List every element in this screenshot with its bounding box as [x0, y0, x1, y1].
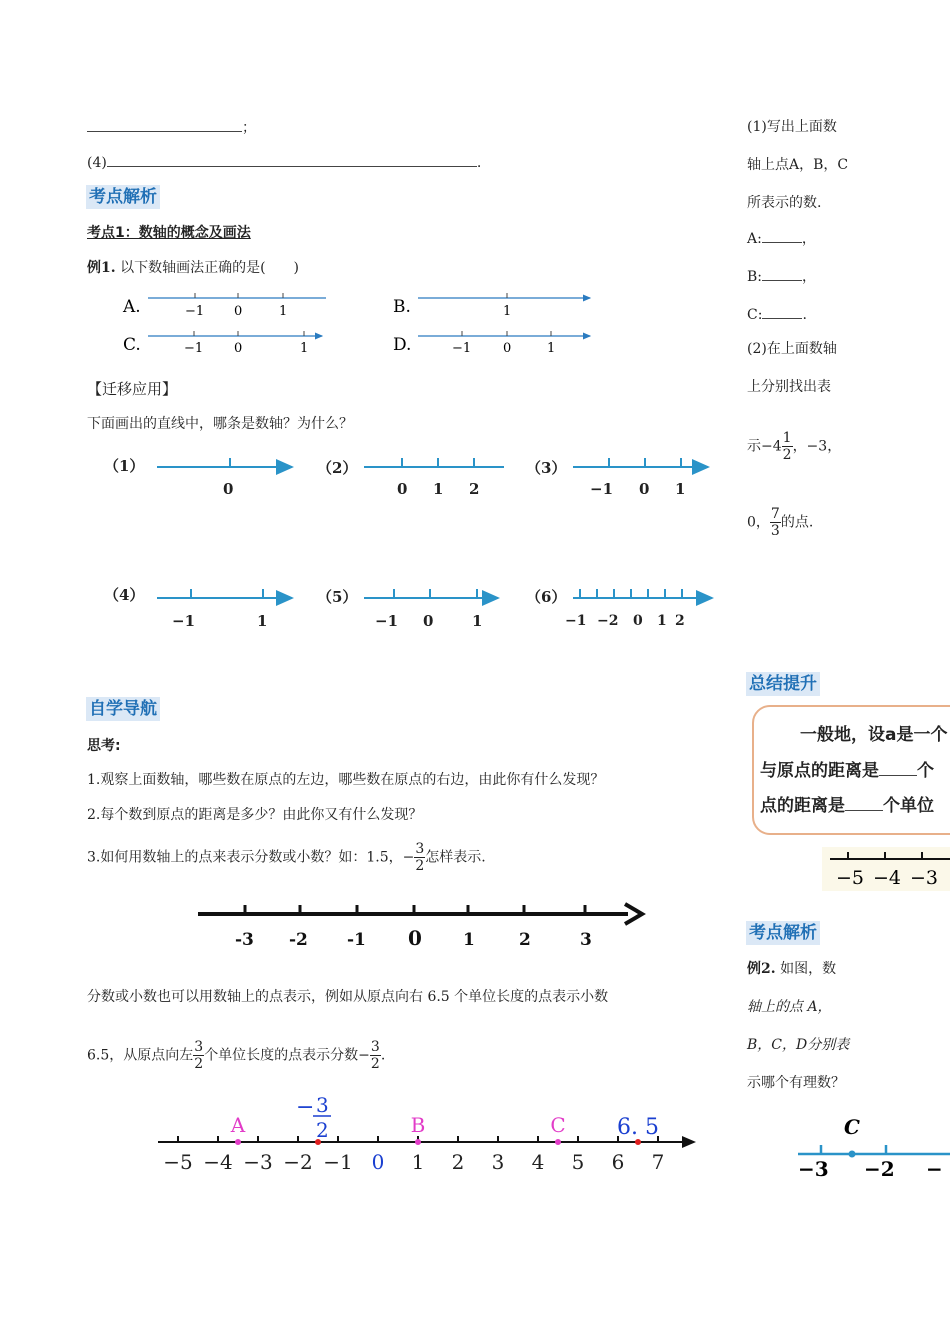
- question-1: 1.观察上面数轴，哪些数在原点的左边，哪些数在原点的右边，由此你有什么发现？: [87, 772, 605, 788]
- transfer-title: 【迁移应用】: [87, 380, 178, 398]
- axis2-tick-label: 5: [571, 1150, 585, 1174]
- line5-tick-label: 1: [472, 612, 483, 630]
- paragraph-2: [87, 1039, 385, 1072]
- line6-tick-label: −2: [597, 613, 619, 629]
- example2-axis-label: −2: [864, 1157, 895, 1180]
- line5-tick-label: 0: [423, 612, 434, 630]
- option-a-tick-label: 0: [234, 304, 243, 319]
- black-number-line: [190, 895, 650, 955]
- option-d-tick-label: 1: [547, 341, 556, 356]
- line4-tick-label: 1: [257, 612, 268, 630]
- fraction-denominator: 2: [194, 1056, 204, 1072]
- line2-label: （2）: [317, 459, 358, 477]
- fraction: [193, 1039, 204, 1072]
- axis-tick-label: 0: [408, 926, 422, 950]
- example2-axis-label: −: [926, 1157, 943, 1180]
- right-q1-line2: 轴上点A，B，C: [747, 157, 849, 173]
- transfer-question: 下面画出的直线中，哪条是数轴？为什么？: [87, 416, 353, 432]
- line3-tick-label: 1: [675, 480, 686, 498]
- fraction-numerator: 7: [770, 506, 780, 522]
- option-a-label: A.: [123, 297, 141, 317]
- right-q2-line3: [747, 430, 841, 463]
- axis-tick-label: 2: [519, 930, 531, 950]
- summary-line2: [760, 756, 934, 781]
- summary-line3-text: 点的距离是: [760, 796, 845, 816]
- example1-label: 例1.: [87, 260, 116, 276]
- answer-line-4: [87, 153, 481, 173]
- axis2-fraction-numerator: 3: [316, 1093, 329, 1117]
- line2-tick-label: 2: [469, 480, 480, 498]
- summary-axis-label: −4: [873, 867, 902, 889]
- option-d-tick-label: −1: [452, 341, 472, 356]
- axis2-tick-label: 7: [651, 1150, 665, 1174]
- axis2-tick-label: −4: [203, 1150, 233, 1174]
- semicolon: ；: [242, 120, 256, 136]
- axis2-point-label: A: [230, 1113, 246, 1137]
- axis2-point: [235, 1139, 241, 1145]
- axis2-tick-label: −1: [323, 1150, 353, 1174]
- summary-line2-text: 与原点的距离是: [760, 761, 879, 781]
- item4-label: (4): [87, 155, 107, 171]
- axis2-fraction-denominator: 2: [316, 1118, 329, 1142]
- answer-c: [747, 305, 807, 325]
- answer-a-label: A:: [747, 231, 762, 247]
- fraction: [770, 506, 781, 539]
- answer-b: [747, 267, 816, 287]
- option-a-tick-label: −1: [185, 304, 205, 319]
- line6-tick-label: 1: [657, 613, 667, 629]
- option-b-label: B.: [393, 297, 411, 317]
- axis2-tick-label: 4: [531, 1150, 545, 1174]
- answer-c-label: C:: [747, 307, 763, 323]
- axis2-tick-label: 0: [371, 1150, 385, 1174]
- fraction: [414, 841, 425, 874]
- line6-label: （6）: [526, 588, 567, 606]
- axis-tick-label: -1: [347, 930, 366, 950]
- line4-label: （4）: [104, 586, 145, 604]
- fraction-denominator: 3: [770, 523, 780, 539]
- period: .: [802, 307, 807, 323]
- option-c-label: C.: [123, 335, 141, 355]
- right-q2-zero-end: 的点.: [780, 514, 814, 531]
- transfer-lines: [100, 448, 730, 638]
- period: .: [476, 155, 482, 171]
- axis2-tick-label: −2: [283, 1150, 313, 1174]
- axis2-tick-label: 6: [611, 1150, 625, 1174]
- right-q2-zero: 0，: [747, 514, 770, 531]
- line2-tick-label: 0: [397, 480, 408, 498]
- fraction-denominator: 2: [370, 1056, 380, 1072]
- axis2-point-label: 6. 5: [617, 1115, 659, 1140]
- option-c-tick-label: 0: [234, 341, 243, 356]
- question-3-text: 3.如何用数轴上的点来表示分数或小数？如：1.5，−: [87, 849, 415, 866]
- axis2-tick-label: 2: [451, 1150, 465, 1174]
- think-label: 思考:: [87, 738, 121, 754]
- option-a-tick-label: 1: [279, 304, 288, 319]
- line6-tick-label: 0: [633, 613, 643, 629]
- line3-tick-label: 0: [639, 480, 650, 498]
- example2-text: 如图，数: [780, 961, 837, 977]
- option-d-tick-label: 0: [503, 341, 512, 356]
- option-c-tick-label: 1: [300, 341, 309, 356]
- line3-label: （3）: [526, 459, 567, 477]
- axis2-fraction-sign: −: [296, 1095, 315, 1120]
- axis-tick-label: -2: [289, 930, 308, 950]
- example2-axis: [790, 1110, 950, 1180]
- fraction: [782, 430, 793, 463]
- summary-axis: [822, 847, 950, 891]
- right-q2-text-end: ，−3，: [792, 438, 842, 455]
- line6-tick-label: −1: [565, 613, 587, 629]
- right-q2-line1: (2)在上面数轴: [747, 341, 837, 357]
- axis-tick-label: 3: [580, 930, 592, 950]
- option-b-tick-label: 1: [503, 304, 512, 319]
- summary-line3-end: 个单位: [883, 796, 934, 816]
- right-q2-line2: 上分别找出表: [747, 379, 831, 395]
- example2-line1: [747, 959, 836, 979]
- fraction-numerator: 1: [782, 430, 792, 446]
- fraction-numerator: 3: [194, 1039, 204, 1055]
- comma: ，: [802, 269, 817, 285]
- example1-options: [110, 288, 630, 368]
- paragraph-2-text: 6.5，从原点向左: [87, 1047, 194, 1064]
- line5-label: （5）: [317, 588, 358, 606]
- colored-number-line: [150, 1090, 710, 1180]
- line1-label: （1）: [104, 457, 145, 475]
- axis2-tick-label: −3: [243, 1150, 273, 1174]
- answer-b-label: B:: [747, 269, 763, 285]
- summary-line2-end: 个: [917, 761, 934, 781]
- example2-point-label: C: [844, 1115, 860, 1139]
- section-header-zongjie: 总结提升: [746, 672, 820, 696]
- axis2-tick-label: 3: [491, 1150, 505, 1174]
- line4-tick-label: −1: [172, 612, 196, 630]
- axis2-tick-label: 1: [411, 1150, 425, 1174]
- section-header-kaodian: 考点解析: [86, 185, 160, 209]
- answer-line-3: [87, 118, 256, 138]
- axis2-point-label: B: [410, 1113, 426, 1137]
- axis2-point-label: C: [550, 1113, 566, 1137]
- summary-line3: [760, 791, 934, 816]
- axis2-point: [415, 1139, 421, 1145]
- axis-tick-label: 1: [463, 930, 475, 950]
- fraction-denominator: 2: [415, 858, 425, 874]
- line2-tick-label: 1: [433, 480, 444, 498]
- line6-tick-label: 2: [675, 613, 685, 629]
- fraction: [370, 1039, 381, 1072]
- axis2-point: [555, 1139, 561, 1145]
- example2-line4: 示哪个有理数？: [747, 1075, 845, 1091]
- axis2-tick-label: −5: [163, 1150, 193, 1174]
- topic-title: 考点1：数轴的概念及画法: [87, 225, 251, 241]
- right-q2-line4: [747, 506, 813, 539]
- fraction-numerator: 3: [370, 1039, 380, 1055]
- example1-text: 以下数轴画法正确的是( ): [120, 260, 300, 276]
- fraction-denominator: 2: [782, 447, 792, 463]
- option-c-tick-label: −1: [184, 341, 204, 356]
- axis-tick-label: -3: [235, 930, 254, 950]
- example2-label: 例2.: [747, 961, 776, 977]
- comma: ，: [801, 231, 816, 247]
- example1: [87, 258, 299, 278]
- summary-axis-label: −3: [910, 867, 939, 889]
- paragraph-2-text-end: .: [380, 1047, 386, 1064]
- right-q1-line3: 所表示的数.: [747, 195, 822, 211]
- option-d-label: D.: [393, 335, 412, 355]
- paragraph-1: 分数或小数也可以用数轴上的点表示，例如从原点向右 6.5 个单位长度的点表示小数: [87, 989, 609, 1005]
- summary-box: [752, 705, 950, 835]
- paragraph-2-text-mid: 个单位长度的点表示分数−: [204, 1047, 370, 1064]
- section-header-zixue: 自学导航: [86, 697, 160, 721]
- example2-point-c: [849, 1151, 856, 1158]
- question-2: 2.每个数到原点的距离是多少？由此你又有什么发现？: [87, 807, 423, 823]
- summary-axis-label: −5: [836, 867, 865, 889]
- right-q2-text: 示−4: [747, 438, 782, 455]
- line3-tick-label: −1: [590, 480, 614, 498]
- answer-a: [747, 229, 816, 249]
- line5-tick-label: −1: [375, 612, 399, 630]
- fraction-numerator: 3: [415, 841, 425, 857]
- summary-line1: 一般地，设a是一个: [800, 725, 948, 745]
- question-3: [87, 841, 486, 874]
- axis2-arrow: [682, 1136, 696, 1148]
- section-header-kaodian-2: 考点解析: [746, 921, 820, 945]
- example2-line2: 轴上的点 A，: [747, 999, 832, 1015]
- example2-axis-label: −3: [798, 1157, 829, 1180]
- right-q1-line1: (1)写出上面数: [747, 119, 837, 135]
- question-3-text-end: 怎样表示.: [425, 849, 486, 866]
- line1-tick-label: 0: [223, 480, 234, 498]
- example2-line3: B，C，D分别表: [747, 1037, 850, 1053]
